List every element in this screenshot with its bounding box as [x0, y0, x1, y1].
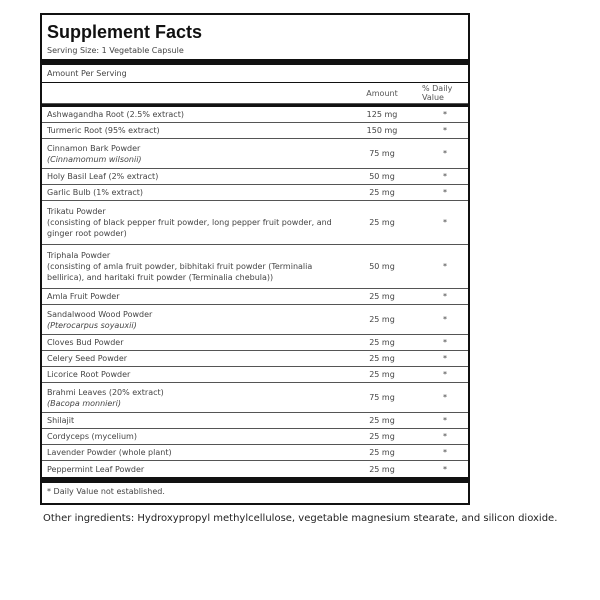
ingredient-daily-value: *	[443, 416, 447, 425]
ingredient-name: Triphala Powder	[47, 251, 111, 260]
ingredient-name: Garlic Bulb (1% extract)	[47, 188, 144, 197]
ingredient-name: Brahmi Leaves (20% extract)	[47, 387, 164, 397]
ingredient-amount: 25 mg	[369, 354, 395, 363]
ingredient-daily-value: *	[443, 262, 447, 271]
ingredient-row	[42, 185, 468, 201]
ingredient-name: Cinnamon Bark Powder	[47, 143, 141, 153]
supplement-facts-panel	[40, 13, 470, 505]
ingredient-detail: (consisting of amla fruit powder, bibhitaki fruit powder (Terminalia bellirica), and haritaki fruit powder (Terminalia chebula))	[47, 262, 313, 282]
ingredient-row	[42, 383, 468, 413]
ingredient-amount: 125 mg	[366, 110, 398, 119]
daily-value-header: % Daily Value	[422, 84, 453, 102]
footnote: * Daily Value not established.	[47, 487, 165, 496]
ingredient-daily-value: *	[443, 354, 447, 363]
ingredient-rows	[42, 107, 468, 477]
ingredient-row	[42, 305, 468, 335]
column-header-row	[42, 83, 468, 104]
ingredient-daily-value: *	[443, 172, 447, 181]
ingredient-row	[42, 123, 468, 139]
ingredient-row	[42, 367, 468, 383]
ingredient-row	[42, 169, 468, 185]
ingredient-daily-value: *	[443, 218, 447, 227]
other-ingredients: Other ingredients: Hydroxypropyl methylcellulose, vegetable magnesium stearate, and silicon dioxide.	[43, 513, 558, 524]
ingredient-detail: (consisting of black pepper fruit powder, long pepper fruit powder, and ginger root powder)	[47, 218, 332, 238]
ingredient-amount: 25 mg	[369, 188, 395, 197]
ingredient-name: Trikatu Powder	[47, 207, 106, 216]
ingredient-row	[42, 445, 468, 461]
ingredient-amount: 25 mg	[369, 292, 395, 301]
ingredient-name: Cloves Bud Powder	[47, 338, 124, 347]
ingredient-row	[42, 461, 468, 477]
serving-size: Serving Size: 1 Vegetable Capsule	[47, 46, 184, 55]
ingredient-amount: 25 mg	[369, 218, 395, 227]
ingredient-detail: (Cinnamomum wilsonii)	[47, 154, 142, 164]
ingredient-amount: 25 mg	[369, 338, 395, 347]
ingredient-name: Turmeric Root (95% extract)	[47, 126, 160, 135]
ingredient-name: Holy Basil Leaf (2% extract)	[47, 172, 159, 181]
ingredient-name: Sandalwood Wood Powder	[47, 309, 153, 319]
ingredient-detail: (Bacopa monnieri)	[47, 398, 121, 408]
ingredient-daily-value: *	[443, 370, 447, 379]
panel-title: Supplement Facts	[47, 22, 203, 42]
ingredient-row	[42, 107, 468, 123]
ingredient-amount: 25 mg	[369, 416, 395, 425]
ingredient-amount: 25 mg	[369, 370, 395, 379]
ingredient-daily-value: *	[443, 393, 447, 402]
ingredient-row	[42, 139, 468, 169]
ingredient-daily-value: *	[443, 126, 447, 135]
ingredient-name: Licorice Root Powder	[47, 370, 131, 379]
ingredient-amount: 50 mg	[369, 262, 395, 271]
ingredient-name: Cordyceps (mycelium)	[47, 432, 137, 441]
ingredient-daily-value: *	[443, 149, 447, 158]
ingredient-row	[42, 413, 468, 429]
ingredient-daily-value: *	[443, 110, 447, 119]
ingredient-name: Amla Fruit Powder	[47, 292, 120, 301]
ingredient-row	[42, 289, 468, 305]
ingredient-daily-value: *	[443, 292, 447, 301]
ingredient-daily-value: *	[443, 464, 447, 474]
ingredient-daily-value: *	[443, 315, 447, 324]
ingredient-name: Peppermint Leaf Powder	[47, 464, 145, 474]
ingredient-row	[42, 201, 468, 245]
ingredient-row	[42, 245, 468, 289]
ingredient-amount: 25 mg	[369, 432, 395, 441]
ingredient-row	[42, 429, 468, 445]
ingredient-row	[42, 351, 468, 367]
amount-header: Amount	[366, 88, 398, 98]
ingredient-amount: 25 mg	[369, 315, 395, 324]
ingredient-row	[42, 335, 468, 351]
amount-per-serving: Amount Per Serving	[42, 65, 468, 83]
ingredient-amount: 75 mg	[369, 149, 395, 158]
ingredient-amount: 25 mg	[369, 464, 395, 474]
ingredient-amount: 150 mg	[366, 126, 398, 135]
ingredient-daily-value: *	[443, 338, 447, 347]
ingredient-daily-value: *	[443, 188, 447, 197]
ingredient-name: Ashwagandha Root (2.5% extract)	[47, 110, 184, 119]
ingredient-name: Shilajit	[47, 416, 75, 425]
ingredient-name: Celery Seed Powder	[47, 354, 128, 363]
ingredient-amount: 75 mg	[369, 393, 395, 402]
ingredient-daily-value: *	[443, 448, 447, 457]
ingredient-amount: 50 mg	[369, 172, 395, 181]
ingredient-daily-value: *	[443, 432, 447, 441]
ingredient-name: Lavender Powder (whole plant)	[47, 448, 172, 457]
ingredient-detail: (Pterocarpus soyauxii)	[47, 320, 137, 330]
ingredient-amount: 25 mg	[369, 448, 395, 457]
